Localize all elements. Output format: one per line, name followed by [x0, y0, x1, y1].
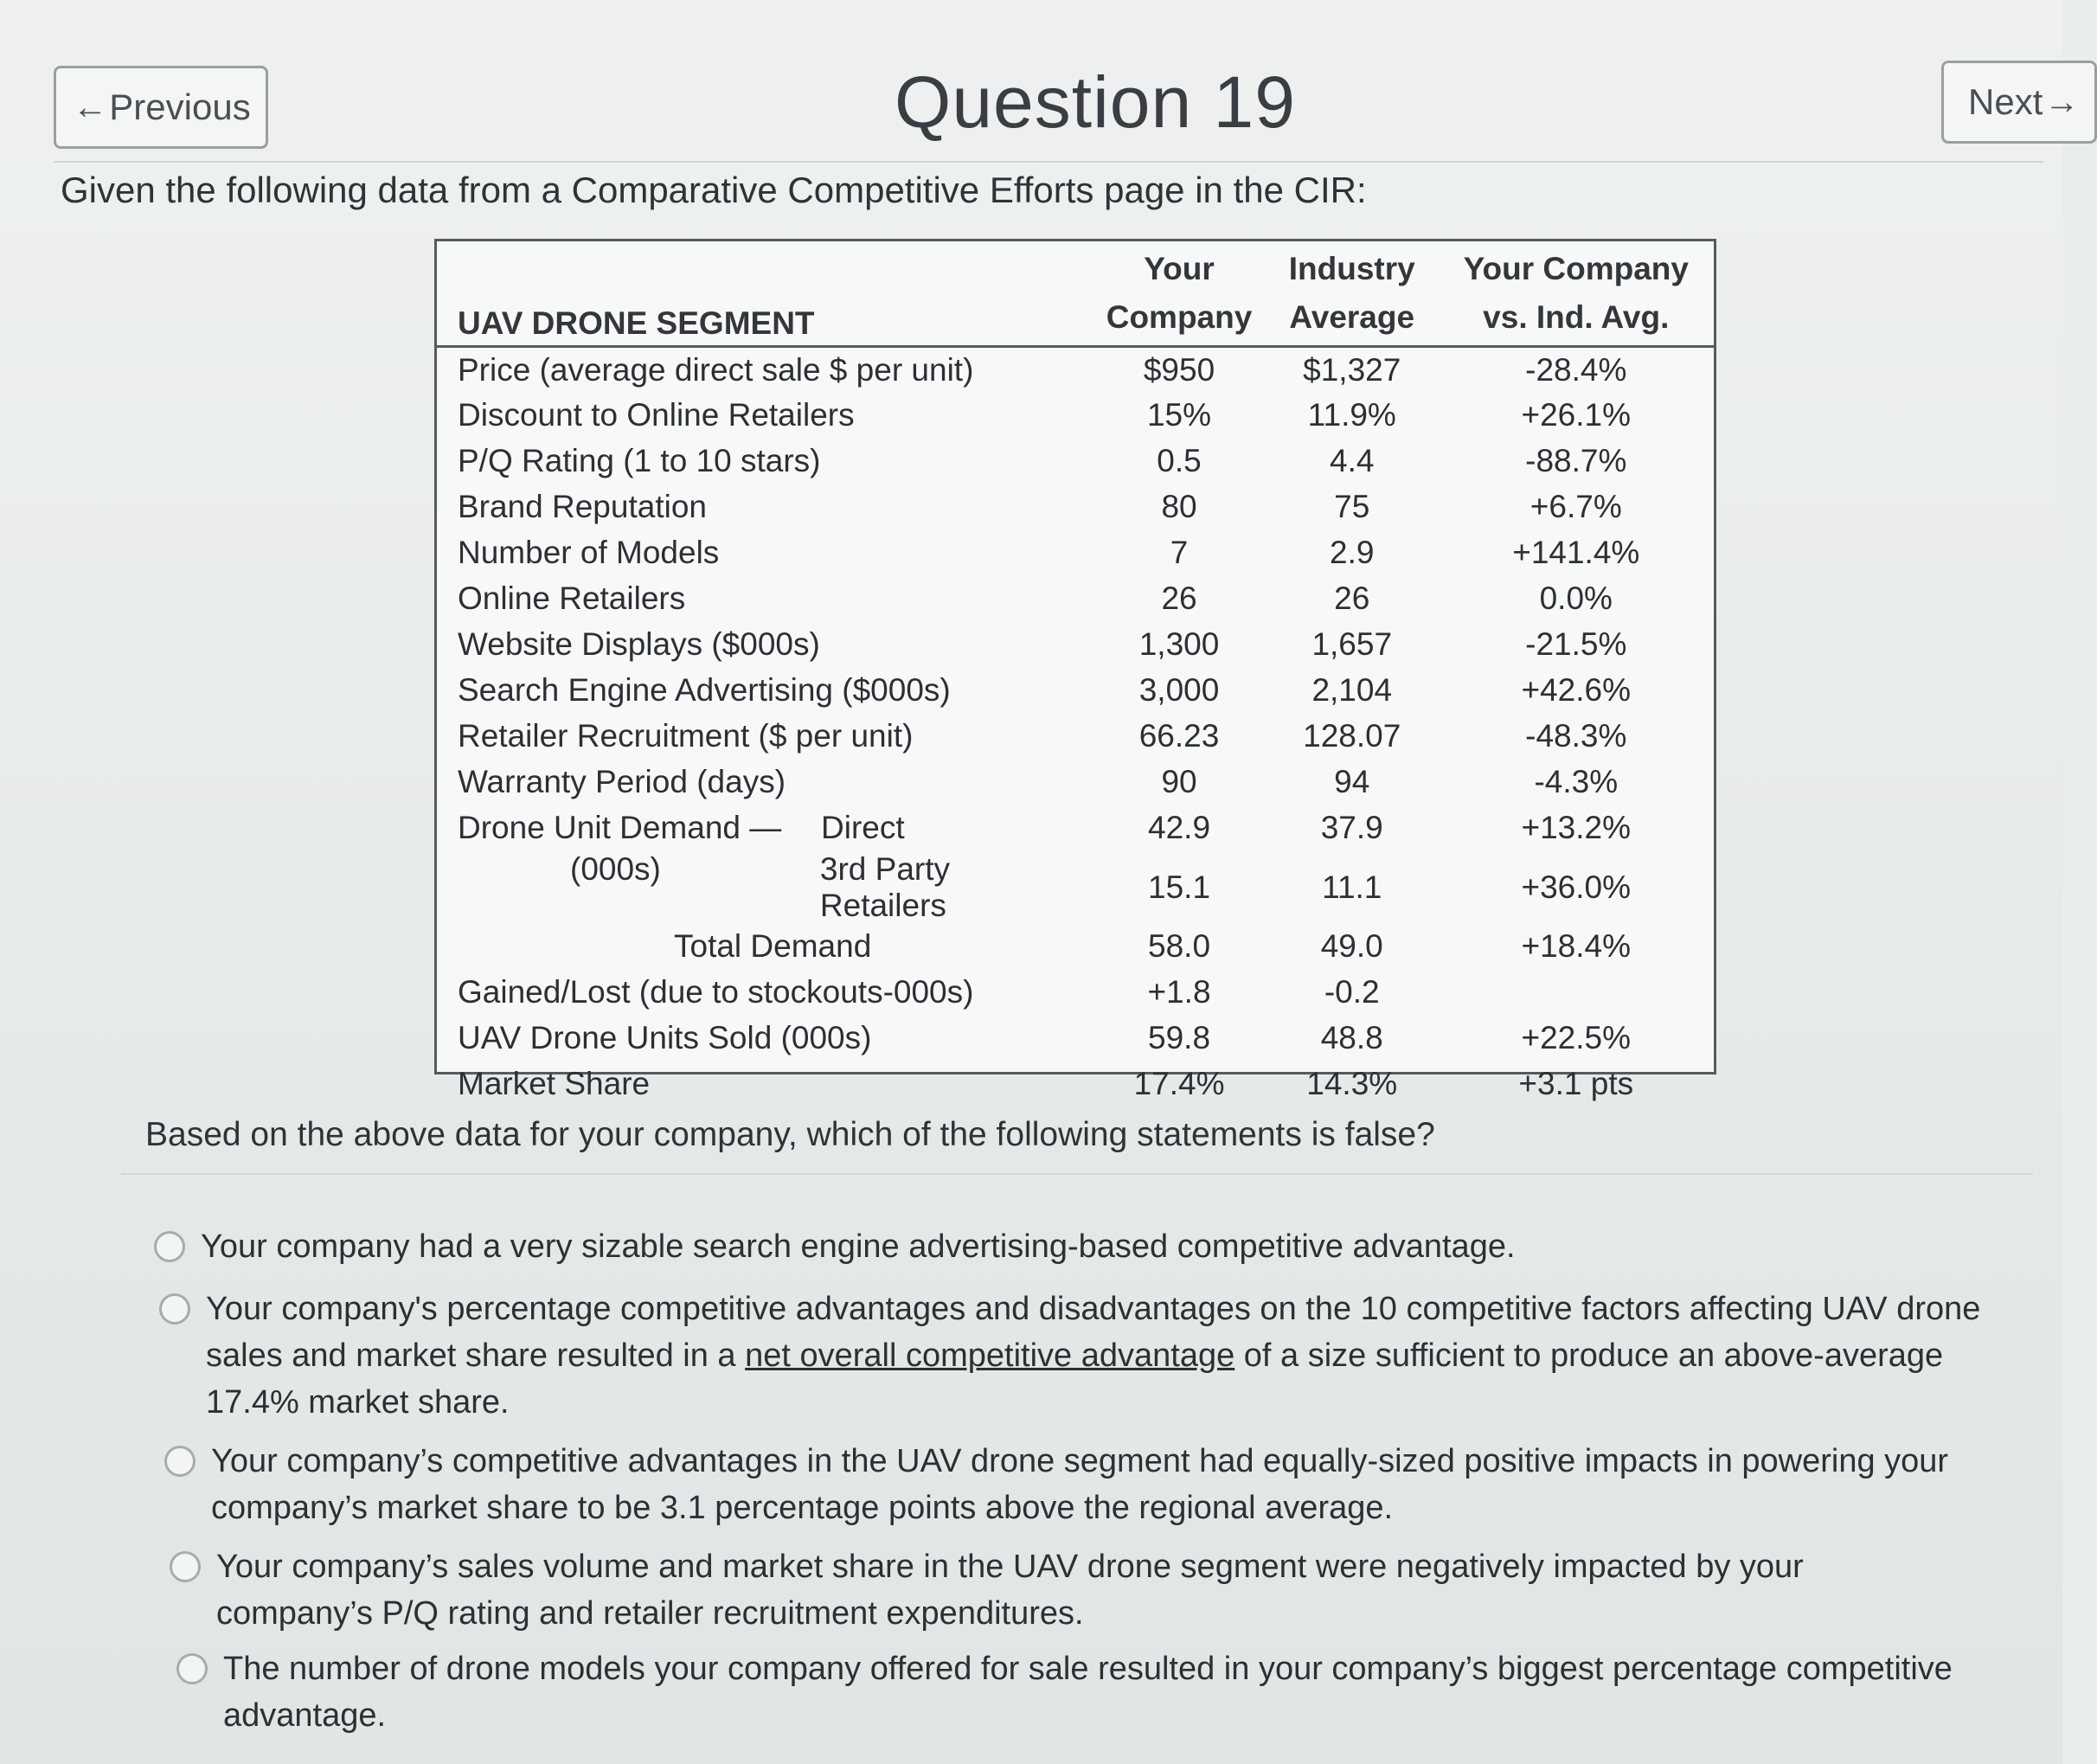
- answer-option-5[interactable]: The number of drone models your company offered for sale resulted in your company’s biggest percentage competitive advantage.: [176, 1645, 1976, 1739]
- table-cell-label: Number of Models: [458, 535, 720, 570]
- table-cell-vs: -4.3%: [1534, 764, 1619, 799]
- table-cell-vs: +3.1 pts: [1518, 1066, 1634, 1101]
- table-row: [437, 393, 1714, 439]
- divider: [54, 161, 2043, 163]
- table-cell-vs: +42.6%: [1521, 672, 1632, 708]
- next-button[interactable]: [1941, 61, 2097, 144]
- table-row: [437, 439, 1714, 484]
- table-cell-industry: 75: [1334, 489, 1370, 524]
- table-row: [437, 484, 1714, 530]
- table-cell-industry: 1,657: [1311, 626, 1393, 662]
- table-cell-vs: +26.1%: [1521, 397, 1632, 433]
- table-cell-industry: 2.9: [1330, 535, 1375, 570]
- table-cell-label: P/Q Rating (1 to 10 stars): [458, 443, 821, 478]
- vs-industry-header: Your Company vs. Ind. Avg.: [1463, 251, 1689, 335]
- table-cell-vs: 0.0%: [1539, 581, 1613, 616]
- table-row: [437, 760, 1714, 805]
- table-cell-vs: -48.3%: [1525, 718, 1627, 754]
- table-cell-industry: 11.9%: [1307, 397, 1396, 433]
- radio-button[interactable]: [176, 1653, 208, 1684]
- table-cell-label: Brand Reputation: [458, 489, 707, 524]
- table-cell-vs: +141.4%: [1512, 535, 1640, 570]
- table-cell-label: Gained/Lost (due to stockouts-000s): [458, 974, 974, 1010]
- radio-button[interactable]: [164, 1446, 196, 1477]
- table-row: Drone Unit Demand — Direct 42.9 37.9 +13.2%: [458, 810, 1632, 845]
- table-cell-industry: 26: [1334, 581, 1370, 616]
- table-header-row: [437, 241, 1714, 347]
- table-cell-company: 7: [1170, 535, 1189, 570]
- table-cell-company: $950: [1143, 351, 1215, 388]
- table-cell-company: 1,300: [1138, 626, 1220, 662]
- table-cell-label: Retailer Recruitment ($ per unit): [458, 718, 914, 754]
- table-cell-industry: -0.2: [1324, 974, 1380, 1010]
- table-row: [437, 1016, 1714, 1062]
- table-cell-vs: -88.7%: [1525, 443, 1627, 478]
- table-cell-vs: [1439, 970, 1714, 1016]
- table-cell-company: 3,000: [1138, 672, 1220, 708]
- question-text: Based on the above data for your company, which of the following statements is false?: [145, 1116, 1435, 1153]
- table-row: [437, 530, 1714, 576]
- table-cell-vs: +6.7%: [1529, 489, 1622, 524]
- answer-option-4[interactable]: Your company’s sales volume and market share in the UAV drone segment were negatively impacted by your company’s P/Q rating and retailer recruitment expenditures.: [170, 1543, 1969, 1637]
- answer-option-1[interactable]: Your company had a very sizable search engine advertising-based competitive advantage.: [154, 1223, 2005, 1270]
- table-cell-company: +1.8: [1147, 974, 1211, 1010]
- table-cell-company: 26: [1161, 581, 1197, 616]
- underlined-phrase: net overall competitive advantage: [745, 1337, 1235, 1374]
- industry-average-header: Industry Average: [1288, 251, 1415, 335]
- table-cell-industry: 94: [1334, 764, 1370, 799]
- question-prompt: Given the following data from a Comparative Competitive Efforts page in the CIR:: [61, 170, 1367, 210]
- table-cell-label: Warranty Period (days): [458, 764, 786, 799]
- arrow-right-icon: →: [2044, 82, 2080, 121]
- table-cell-company: 17.4%: [1133, 1066, 1225, 1101]
- table-cell-label: Online Retailers: [458, 581, 686, 616]
- table-cell-vs: -21.5%: [1525, 626, 1627, 662]
- table-cell-industry: 48.8: [1320, 1020, 1383, 1055]
- table-cell-label: Discount to Online Retailers: [458, 397, 855, 433]
- table-cell-company: 59.8: [1148, 1020, 1211, 1055]
- table-cell-label: Market Share: [458, 1066, 651, 1101]
- next-label: Next: [1968, 81, 2043, 122]
- table-row: [437, 1062, 1714, 1107]
- radio-button[interactable]: [159, 1293, 190, 1325]
- table-row: Total Demand 58.0 49.0 +18.4%: [674, 928, 1632, 964]
- table-row: [437, 576, 1714, 622]
- table-cell-industry: 4.4: [1330, 443, 1375, 478]
- table-cell-industry: 128.07: [1303, 718, 1401, 754]
- answer-option-2[interactable]: Your company's percentage competitive advantages and disadvantages on the 10 competitive factors affecting UAV drone sales and market share resulted in a net overall competitive advantage of a size sufficient to produce an above-average 17.4% market share.: [159, 1286, 2010, 1426]
- table-row: [437, 970, 1714, 1016]
- table-cell-industry: 14.3%: [1306, 1066, 1398, 1101]
- divider: [121, 1173, 2033, 1175]
- table-row: [437, 668, 1714, 714]
- your-company-header: Your Company: [1106, 251, 1253, 335]
- previous-button[interactable]: [54, 66, 268, 149]
- answer-option-3[interactable]: Your company’s competitive advantages in the UAV drone segment had equally-sized positive impacts in powering your company’s market share to be 3.1 percentage points above the regional average.: [164, 1438, 1964, 1531]
- table-cell-label: Search Engine Advertising ($000s): [458, 672, 951, 708]
- segment-header: UAV DRONE SEGMENT: [458, 305, 815, 341]
- table-cell-company: 66.23: [1138, 718, 1220, 754]
- arrow-left-icon: ←: [73, 87, 108, 126]
- radio-button[interactable]: [170, 1551, 201, 1582]
- table-cell-industry: 2,104: [1311, 672, 1393, 708]
- table-row: (000s) 3rd Party Retailers 15.1 11.1 +36.0%: [570, 850, 1632, 923]
- page-title: Question 19: [895, 61, 1296, 143]
- previous-label: Previous: [109, 87, 251, 127]
- table-cell-company: 90: [1161, 764, 1197, 799]
- table-row: [437, 714, 1714, 760]
- table-row: [437, 347, 1714, 393]
- table-cell-vs: +22.5%: [1521, 1020, 1632, 1055]
- table-cell-company: 15%: [1146, 397, 1212, 433]
- table-cell-label: UAV Drone Units Sold (000s): [458, 1020, 872, 1055]
- competitive-efforts-table: [434, 239, 1716, 1101]
- table-cell-company: 80: [1161, 489, 1197, 524]
- table-cell-vs: -28.4%: [1525, 351, 1627, 388]
- radio-button[interactable]: [154, 1231, 185, 1262]
- table-cell-company: 0.5: [1157, 443, 1202, 478]
- data-table: [437, 241, 1714, 1107]
- table-cell-industry: $1,327: [1303, 351, 1401, 388]
- table-row: [437, 622, 1714, 668]
- table-cell-label: Website Displays ($000s): [458, 626, 820, 662]
- table-cell-label: Price (average direct sale $ per unit): [458, 351, 974, 388]
